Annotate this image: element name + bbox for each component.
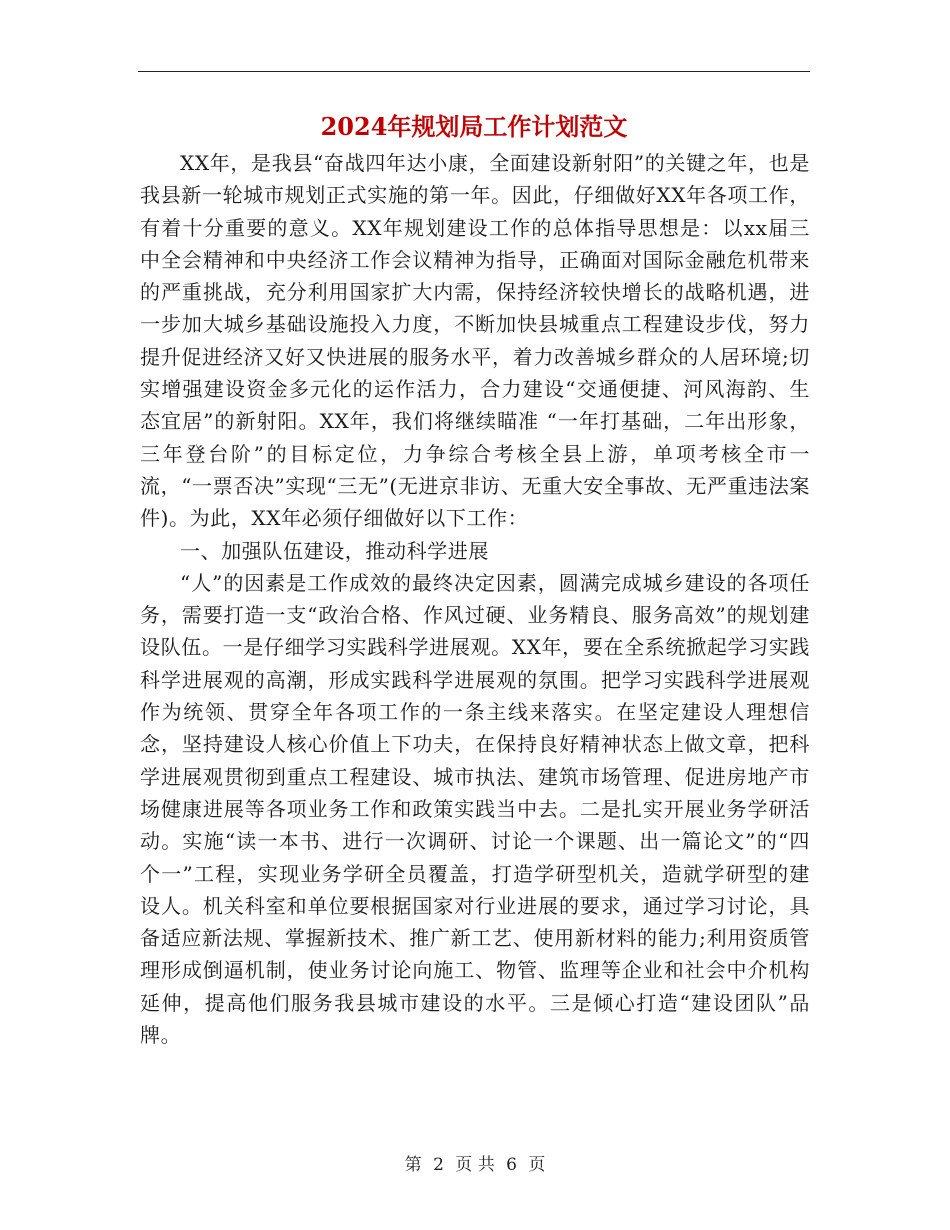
paragraph-section-1: “人”的因素是工作成效的最终决定因素，圆满完成城乡建设的各项任务，需要打造一支“政治合格、作风过硬、业务精良、服务高效”的规划建设队伍。一是仔细学习实践科学进展观。XX年，要在全系统掀起学习实践科学进展观的高潮，形成实践科学进展观的氛围。把学习实践科学进展观作为统领、贯穿全年各项工作的一条主线来落实。在坚定建设人理想信念，坚持建设人核心价值上下功夫，在保持良好精神状态上做文章，把科学进展观贯彻到重点工程建设、城市执法、建筑市场管理、促进房地产市场健康进展等各项业务工作和政策实践当中去。二是扎实开展业务学研活动。实施“读一本书、进行一次调研、讨论一个课题、出一篇论文”的“四个一”工程，实现业务学研全员覆盖，打造学研型机关，造就学研型的建设人。机关科室和单位要根据国家对行业进展的要求，通过学习讨论，具备适应新法规、掌握新技术、推广新工艺、使用新材料的能力;利用资质管理形成倒逼机制，使业务讨论向施工、物管、监理等企业和社会中介机构延伸，提高他们服务我县城市建设的水平。三是倾心打造“建设团队”品牌。 (140, 570, 810, 1048)
document-body (140, 147, 810, 1051)
footer-prefix: 第 (404, 1155, 422, 1175)
page-footer (0, 1153, 950, 1177)
footer-current-page: 2 (433, 1155, 444, 1175)
footer-middle: 页 共 (455, 1155, 495, 1175)
document-title: 2024年规划局工作计划范文 (320, 112, 628, 141)
footer-suffix: 页 (528, 1155, 546, 1175)
header-rule (138, 71, 810, 72)
paragraph-intro: XX年，是我县“奋战四年达小康，全面建设新射阳”的关键之年，也是我县新一轮城市规划正式实施的第一年。因此，仔细做好XX年各项工作，有着十分重要的意义。XX年规划建设工作的总体指导思想是：以xx届三中全会精神和中央经济工作会议精神为指导，正确面对国际金融危机带来的严重挑战，充分利用国家扩大内需，保持经济较快增长的战略机遇，进一步加大城乡基础设施投入力度，不断加快县城重点工程建设步伐，努力提升促进经济又好又快进展的服务水平，着力改善城乡群众的人居环境;切实增强建设资金多元化的运作活力，合力建设“交通便捷、河风海韵、生态宜居”的新射阳。XX年，我们将继续瞄准 “一年打基础，二年出形象，三年登台阶”的目标定位，力争综合考核全县上游，单项考核全市一流，“一票否决”实现“三无”(无进京非访、无重大安全事故、无严重违法案件)。为此，XX年必须仔细做好以下工作： (140, 151, 810, 531)
footer-total-pages: 6 (506, 1155, 517, 1175)
section-heading: 一、加强队伍建设，推动科学进展 (180, 538, 489, 563)
